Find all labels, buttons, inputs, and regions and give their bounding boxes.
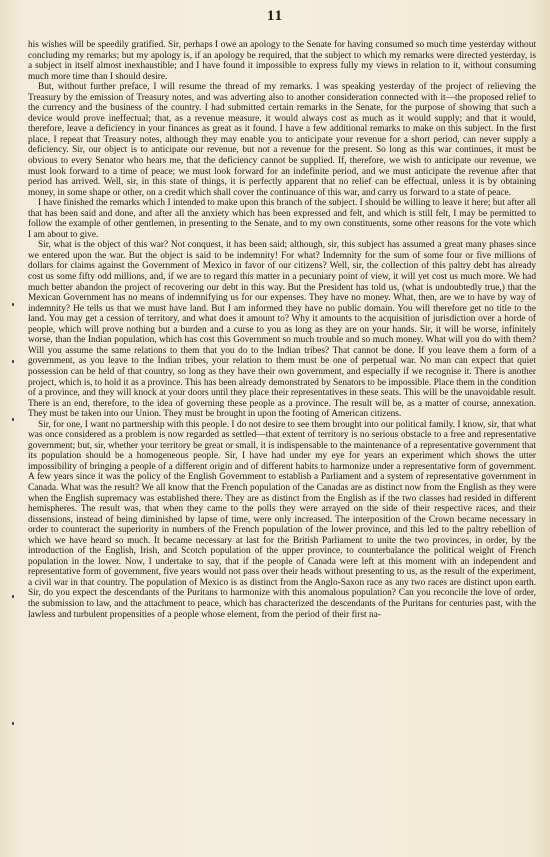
page-number: 11 xyxy=(266,8,284,24)
paragraph: his wishes will be speedily gratified. Sir, perhaps I owe an apology to the Senate for having consumed so much time yesterday without concluding my remarks; but my apology is, if an apology be required, that the subject to which my remarks were directed yesterday, is a subject in itself almost inexhaustible; and I have found it impossible to express fully my views in relation to it, without consuming much more time than I should desire. xyxy=(28,40,536,82)
margin-mark xyxy=(12,595,14,598)
margin-mark xyxy=(12,360,14,363)
paragraph: I have finished the remarks which I intended to make upon this branch of the subject. I should be willing to leave it here; but after all that has been said and done, and after all the anxiety which has been expressed and felt, and which is still felt, I may be permitted to follow the example of other gentlemen, in presenting to the Senate, and to my own constituents, some other reasons for the vote which I am about to give. xyxy=(28,198,536,240)
paragraph: Sir, for one, I want no partnership with this people. I do not desire to see them brought into our political family. I know, sir, that what was once considered as a problem is now regarded as settled—that extent of territory is no serious obstacle to a free and representative government; but, sir, whether your territory be great or small, it is indispensable to the maintenance of a representative government that its population should be a homogeneous people. Sir, I have had under my eye for years an experiment which shows the utter impossibility of bringing a people of a different origin and of different habits to harmonize under a representative form of government. A few years since it was the policy of the English Government to establish a Parliament and a system of representative government in Canada. What was the result? We all know that the French population of the Canadas are as distinct now from the English as they were when the English supremacy was established there. They are as distinct from the English as if the two classes had resided in different hemispheres. The result was, that when they came to the polls they were arrayed on the side of their respective races, and their dissensions, instead of being diminished by lapse of time, were only increased. The interposition of the Crown became necessary in order to counteract the superiority in numbers of the French population of the lower province, and this led to the paltry rebellion of which we have heard so much. It became necessary at last for the British Parliament to unite the two provinces, in order, by the introduction of the English, Irish, and Scotch population of the upper province, to counterbalance the political weight of French population in the lower. Now, I undertake to say, that if the people of Canada were left at this moment with an independent and representative form of government, five years would not pass over their heads without presenting to us, as the result of the experiment, a civil war in that country. The population of Mexico is as distinct from the Anglo-Saxon race as any two races are distinct upon earth. Sir, do you expect the descendants of the Puritans to harmonize with this anomalous population? Can you reconcile the love of order, the submission to law, and the attachment to peace, which has characterized the descendants of the Puritans for centuries past, with the lawless and turbulent propensities of a people whose element, from the period of their first na- xyxy=(28,419,536,620)
paragraph: Sir, what is the object of this war? Not conquest, it has been said; although, sir, this subject has assumed a great many phases since we entered upon the war. But the object is said to be indemnity! For what? Indemnity for the sum of some four or five millions of dollars for claims against the Government of Mexico in favor of our citizens? Well, sir, the collection of this paltry debt has already cost us some fifty odd millions, and, if we are to regard this matter in a pecuniary point of view, it will yet cost us much more. We had much better abandon the project of recovering our debt in this way. But the President has told us, (what is undoubtedly true,) that the Mexican Government has no means of indemnifying us for our expenses. They have no money. What, then, are we to have by way of indemnity? He tells us that we must have land. But I am informed they have no public domain. You will therefore get no title to the land. You may get a cession of territory, and what does it amount to? Why it amounts to the acquisition of jurisdiction over a horde of people, which will prove nothing but a burden and a curse to you as long as they are on your hands. Sir, it will be worse, infinitely worse, than the Indian population, which has cost this Government so much trouble and so much money. What will you do with them? Will you assume the same relations to them that you do to the Indian tribes? That cannot be done. If you leave them a form of a government, as you leave to the Indian tribes, your relation to them must be one of perpetual war. No man can expect that quiet possession can be held of that country, so long as they have their own government, and especially if we recognise it. There is another project, which is, to hold it as a province. This has been already demonstrated by Senators to be impossible. Place them in the condition of a province, and they will knock at your doors until they place their representatives in these seats. This will be the unavoidable result. There is an end, therefore, to the idea of governing these people as a province. The result will be, as a matter of course, annexation. They must be taken into our Union. They must be brought in upon the footing of American citizens. xyxy=(28,240,536,420)
paragraph: But, without further preface, I will resume the thread of my remarks. I was speaking yesterday of the project of relieving the Treasury by the emission of Treasury notes, and was adverting also to another consideration connected with it—the proposed relief to the currency and the business of the country. I had submitted certain remarks in the Senate, for the purpose of showing that such a device would prove ineffectual; that, as a revenue measure, it would always cost as much as it would supply; and that it would, therefore, leave a deficiency in your finances as great as it found. I have a few additional remarks to make on this subject. In the first place, I repeat that Treasury notes, although they may enable you to anticipate your revenue for a short period, can never supply a deficiency. Sir, our object is to anticipate our revenue, but not a revenue for the present. So long as this war continues, it must be obvious to every Senator who hears me, that the deficiency cannot be supplied. If, therefore, we wish to anticipate our revenue, we must look forward to a time of peace; we must look forward for an indefinite period, and we must anticipate the revenue after that period has arrived. Well, sir, in this state of things, it is perfectly apparent that no relief can be effectual, unless it is by obtaining money, in some shape or other, on a credit which shall cover the continuance of this war, and carry us forward to a state of peace. xyxy=(28,82,536,198)
margin-mark xyxy=(12,722,14,725)
margin-mark xyxy=(12,418,14,421)
margin-mark xyxy=(12,303,14,306)
body-text xyxy=(28,40,536,620)
